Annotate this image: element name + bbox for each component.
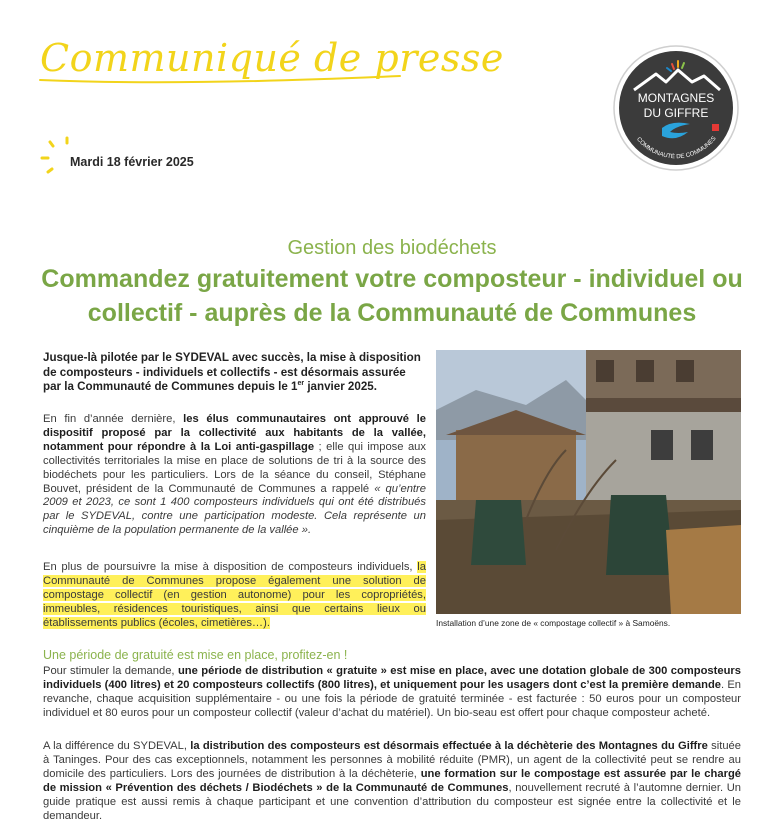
logo-line1: MONTAGNES — [637, 91, 715, 105]
paragraph-council: En fin d’année dernière, les élus communautaires ont approuvé le dispositif proposé par la collectivité aux habitants de la vallée, notamment pour répondre à la Loi anti-gaspillage ; elle qui impose aux collectivités territoriales la mise en place de solutions de tri à la source des biodéchets pour les particuliers. Lors de la séance du conseil, Stéphane Bouvet, président de la Communauté de Communes a rappelé « qu’entre 2009 et 2023, ce sont 1 400 composteurs individuels qui ont été distribués par le SYDEVAL, contre une participation modeste. Cela représente un cinquième de la population permanente de la vallée ». — [43, 413, 427, 537]
release-date: Mardi 18 février 2025 — [70, 155, 194, 169]
section-title: Une période de gratuité est mise en place, profitez-en ! — [43, 648, 348, 662]
paragraph-collective: En plus de poursuivre la mise à disposition de composteurs individuels, la Communauté de Communes propose également une solution de compostage collectif (en gestion autonome) pour les copropriétés, immeubles, résidences touristiques, ainsi que certains lieux ou établissements publics (écoles, cimetières…). — [43, 561, 426, 629]
title-underline-swoosh — [30, 70, 410, 88]
montagnes-du-giffre-logo — [612, 44, 740, 172]
paragraph-free-period: Pour stimuler la demande, une période de distribution « gratuite » est mise en place, avec une dotation globale de 300 composteurs individuels (400 litres) et 20 composteurs collectifs (800 litres), et uniquement pour les usagers dont c’est la première demande. En revanche, chaque acquisition supplémentaire - ou une fois la période de gratuité terminée - est facturée : 50 euros pour un composteur individuel et 80 euros pour un composteur collectif (valeur d’achat du matériel). Un bio-seau est offert pour chaque composteur acheté. — [43, 665, 742, 719]
article-headline: Commandez gratuitement votre composteur - individuel ou collectif - auprès de la Communauté de Communes — [41, 265, 743, 327]
composting-site-photo — [436, 350, 741, 614]
photo-caption: Installation d’une zone de « compostage collectif » à Samoëns. — [436, 618, 671, 628]
logo-ring-text: COMMUNAUTÉ DE COMMUNES — [635, 135, 718, 161]
intro-paragraph: Jusque-là pilotée par le SYDEVAL avec succès, la mise à disposition de composteurs - individuels et collectifs - est désormais assurée par la Communauté de Communes depuis le 1er janvier 2025. — [43, 351, 421, 393]
article-subtitle: Gestion des biodéchets — [287, 237, 497, 259]
press-release-title: Communiqué de presse — [40, 36, 504, 80]
highlighted-text: la Communauté de Communes propose également une solution de compostage collectif (en gestion autonome) pour les copropriétés, immeubles, résidences touristiques, ainsi que certains lieux ou établissements publics (écoles, cimetières…). — [43, 561, 426, 629]
paragraph-distribution: A la différence du SYDEVAL, la distribution des composteurs est désormais effectuée à la déchèterie des Montagnes du Giffre située à Taninges. Pour des cas exceptionnels, notamment les personnes à mobilité réduite (PMR), un agent de la collectivité peut se rendre au domicile des particuliers. Lors des journées de distribution à la déchèterie, une formation sur le compostage est assurée par le chargé de mission « Prévention des déchets / Biodéchets » de la Communauté de Communes, nouvellement recruté à l’automne dernier. Un guide pratique est aussi remis à chaque participant et une convention d’attribution du composteur est signée entre la collectivité et le demandeur. — [43, 740, 742, 822]
logo-line2: DU GIFFRE — [643, 106, 709, 120]
sun-rays-icon — [40, 136, 72, 178]
